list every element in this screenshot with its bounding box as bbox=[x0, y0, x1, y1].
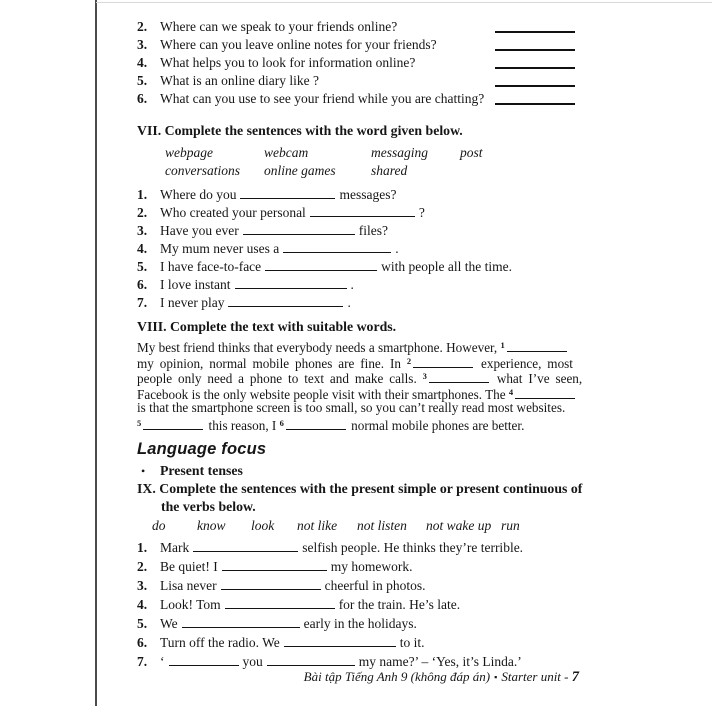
word-bank-ix bbox=[137, 516, 579, 536]
sentence-before: Who created your personal bbox=[160, 205, 306, 220]
exercise-ix-heading bbox=[137, 480, 583, 516]
fill-blank bbox=[169, 654, 239, 666]
fill-blank bbox=[429, 372, 489, 383]
fill-blank bbox=[310, 205, 415, 217]
sentence-row bbox=[137, 222, 579, 240]
page-spine-line bbox=[95, 0, 97, 706]
exercise-ix-heading-line1: IX. Complete the sentences with the present simple or present continuous of bbox=[137, 481, 583, 496]
word-bank-item: conversations bbox=[165, 163, 240, 178]
sentence-after: selfish people. He thinks they’re terrible. bbox=[302, 540, 524, 555]
footer-book-title: Bài tập Tiếng Anh 9 (không đáp án) bbox=[303, 669, 491, 684]
question-row bbox=[137, 72, 579, 90]
sentence-before: Be quiet! I bbox=[160, 559, 218, 574]
fill-blank bbox=[265, 259, 377, 271]
item-number: 4. bbox=[137, 241, 148, 256]
item-number: 7. bbox=[137, 295, 148, 310]
question-text: What is an online diary like ? bbox=[160, 73, 319, 88]
question-text: Where can you leave online notes for your friends? bbox=[160, 37, 437, 52]
paragraph-line bbox=[137, 354, 579, 370]
word-bank-item: not listen bbox=[357, 518, 407, 533]
sentence-after: early in the holidays. bbox=[303, 616, 417, 631]
topic-row bbox=[137, 462, 579, 480]
item-number: 1. bbox=[137, 540, 148, 555]
exercise-viii-heading: VIII. Complete the text with suitable words. bbox=[137, 319, 397, 334]
sentence-before: We bbox=[160, 616, 178, 631]
superscript-marker: 6 bbox=[279, 417, 284, 428]
paragraph-text: what I’ve seen, bbox=[496, 371, 583, 386]
sentence-row bbox=[137, 595, 579, 614]
fill-blank bbox=[515, 388, 575, 399]
word-bank-item: run bbox=[501, 518, 520, 533]
question-number: 4. bbox=[137, 55, 148, 70]
word-bank-item: look bbox=[251, 518, 275, 533]
word-bank-item: online games bbox=[264, 163, 336, 178]
answer-blank bbox=[495, 31, 575, 33]
topic-label: Present tenses bbox=[160, 463, 243, 478]
sentence-row bbox=[137, 557, 579, 576]
question-number: 2. bbox=[137, 19, 148, 34]
page-content bbox=[137, 18, 583, 671]
word-bank-vii bbox=[137, 144, 579, 180]
sentence-before: My mum never uses a bbox=[160, 241, 280, 256]
sentence-after: . bbox=[395, 241, 399, 256]
sentence-after: ? bbox=[418, 205, 425, 220]
sentence-before: Turn off the radio. We bbox=[160, 635, 280, 650]
fill-blank bbox=[286, 419, 346, 430]
exercise-vii-items bbox=[137, 186, 579, 312]
answer-blank bbox=[495, 49, 575, 51]
superscript-marker: 5 bbox=[137, 417, 142, 428]
sentence-row bbox=[137, 258, 579, 276]
sentence-row bbox=[137, 633, 579, 652]
word-bank-item: know bbox=[197, 518, 226, 533]
fill-blank bbox=[222, 559, 327, 571]
item-number: 5. bbox=[137, 259, 148, 274]
word-bank-item: webcam bbox=[264, 145, 309, 160]
sentence-after: . bbox=[350, 277, 354, 292]
exercise-ix-items bbox=[137, 538, 579, 671]
paragraph-text: normal mobile phones are better. bbox=[351, 417, 525, 433]
sentence-after: files? bbox=[358, 223, 388, 238]
word-bank-item: messaging bbox=[371, 145, 428, 160]
item-number: 6. bbox=[137, 277, 148, 292]
fill-blank bbox=[267, 654, 355, 666]
paragraph-line bbox=[137, 400, 579, 416]
word-bank-item: not wake up bbox=[426, 518, 492, 533]
language-focus-heading: Language focus bbox=[137, 440, 267, 458]
question-row bbox=[137, 18, 579, 36]
bullet-icon: • bbox=[141, 464, 146, 478]
sentence-before: Have you ever bbox=[160, 223, 239, 238]
question-number: 3. bbox=[137, 37, 148, 52]
word-bank-row bbox=[165, 162, 579, 180]
exercise-ix-heading-line2: the verbs below. bbox=[161, 499, 256, 514]
sentence-before: Mark bbox=[160, 540, 190, 555]
superscript-marker: 2 bbox=[406, 355, 412, 366]
superscript-marker: 4 bbox=[508, 386, 514, 397]
fill-blank bbox=[413, 357, 473, 368]
sentence-after: . bbox=[347, 295, 351, 310]
fill-blank bbox=[284, 635, 396, 647]
sentence-after: with people all the time. bbox=[381, 259, 513, 274]
word-bank-row bbox=[165, 144, 579, 162]
footer-unit-label: Starter unit - bbox=[501, 669, 569, 684]
fill-blank bbox=[228, 295, 343, 307]
sentence-row bbox=[137, 204, 579, 222]
sentence-before: Where do you bbox=[160, 187, 237, 202]
answer-blank bbox=[495, 67, 575, 69]
paragraph-line bbox=[137, 385, 579, 401]
sentence-mid: you bbox=[242, 654, 263, 669]
sentence-row bbox=[137, 294, 579, 312]
item-number: 3. bbox=[137, 578, 148, 593]
word-bank-item: do bbox=[152, 518, 166, 533]
fill-blank bbox=[235, 277, 347, 289]
paragraph-text: My best friend thinks that everybody needs a smartphone. However, bbox=[137, 340, 498, 355]
word-bank-item: post bbox=[460, 145, 483, 160]
fill-blank bbox=[225, 597, 335, 609]
word-bank-item: webpage bbox=[165, 145, 213, 160]
sentence-row bbox=[137, 538, 579, 557]
paragraph-text: is that the smartphone screen is too small, so you can’t really read most websites. bbox=[137, 400, 566, 415]
question-text: Where can we speak to your friends online? bbox=[160, 19, 398, 34]
sentence-row bbox=[137, 576, 579, 595]
sentence-before: Lisa never bbox=[160, 578, 217, 593]
sentence-after: to it. bbox=[399, 635, 425, 650]
answer-blank bbox=[495, 85, 575, 87]
cloze-paragraph bbox=[137, 338, 583, 433]
paragraph-text: this reason, I bbox=[208, 417, 277, 433]
item-number: 3. bbox=[137, 223, 148, 238]
fill-blank bbox=[240, 187, 335, 199]
square-bullet-icon: ▪ bbox=[494, 672, 498, 682]
sentence-before: I love instant bbox=[160, 277, 231, 292]
paragraph-line bbox=[137, 416, 579, 432]
paragraph-text: experience, most bbox=[481, 355, 573, 371]
sentence-after: messages? bbox=[339, 187, 397, 202]
question-row bbox=[137, 36, 579, 54]
superscript-marker: 1 bbox=[500, 340, 505, 350]
sentence-before: Look! Tom bbox=[160, 597, 221, 612]
sentence-row bbox=[137, 614, 579, 633]
fill-blank bbox=[507, 341, 567, 352]
fill-blank bbox=[283, 241, 391, 253]
page-top-edge-line bbox=[96, 2, 712, 3]
sentence-row bbox=[137, 276, 579, 294]
sentence-after: my homework. bbox=[330, 559, 413, 574]
sentence-before: I never play bbox=[160, 295, 225, 310]
answer-blank bbox=[495, 103, 575, 105]
sentence-after: my name?’ – ‘Yes, it’s Linda.’ bbox=[358, 654, 522, 669]
question-row bbox=[137, 54, 579, 72]
item-number: 2. bbox=[137, 559, 148, 574]
sentence-after: for the train. He’s late. bbox=[338, 597, 461, 612]
fill-blank bbox=[193, 540, 298, 552]
fill-blank bbox=[182, 616, 300, 628]
sentence-row bbox=[137, 240, 579, 258]
sentence-after: cheerful in photos. bbox=[324, 578, 426, 593]
paragraph-text: Facebook is the only website people visit with their smartphones. The bbox=[137, 386, 506, 402]
item-number: 4. bbox=[137, 597, 148, 612]
paragraph-text: my opinion, normal mobile phones are fine. In bbox=[137, 355, 401, 371]
item-number: 2. bbox=[137, 205, 148, 220]
sentence-row bbox=[137, 186, 579, 204]
fill-blank bbox=[243, 223, 355, 235]
item-number: 5. bbox=[137, 616, 148, 631]
paragraph-line bbox=[137, 338, 579, 354]
item-number: 6. bbox=[137, 635, 148, 650]
sentence-quote: ‘ bbox=[160, 654, 165, 669]
speaking-questions-list bbox=[137, 18, 579, 108]
item-number: 1. bbox=[137, 187, 148, 202]
sentence-before: I have face-to-face bbox=[160, 259, 262, 274]
question-text: What helps you to look for information online? bbox=[160, 55, 416, 70]
fill-blank bbox=[221, 578, 321, 590]
question-number: 5. bbox=[137, 73, 148, 88]
question-text: What can you use to see your friend while you are chatting? bbox=[160, 91, 485, 106]
exercise-vii-heading: VII. Complete the sentences with the word given below. bbox=[137, 123, 463, 138]
superscript-marker: 3 bbox=[422, 371, 427, 381]
paragraph-line bbox=[137, 369, 583, 386]
word-bank-item: shared bbox=[371, 163, 408, 178]
page-number: 7 bbox=[571, 669, 579, 685]
question-number: 6. bbox=[137, 91, 148, 106]
item-number: 7. bbox=[137, 654, 148, 669]
question-row bbox=[137, 90, 579, 108]
paragraph-text: people only need a phone to text and make calls. bbox=[137, 371, 417, 386]
fill-blank bbox=[143, 419, 203, 430]
page-footer bbox=[137, 669, 579, 686]
word-bank-item: not like bbox=[297, 518, 338, 533]
